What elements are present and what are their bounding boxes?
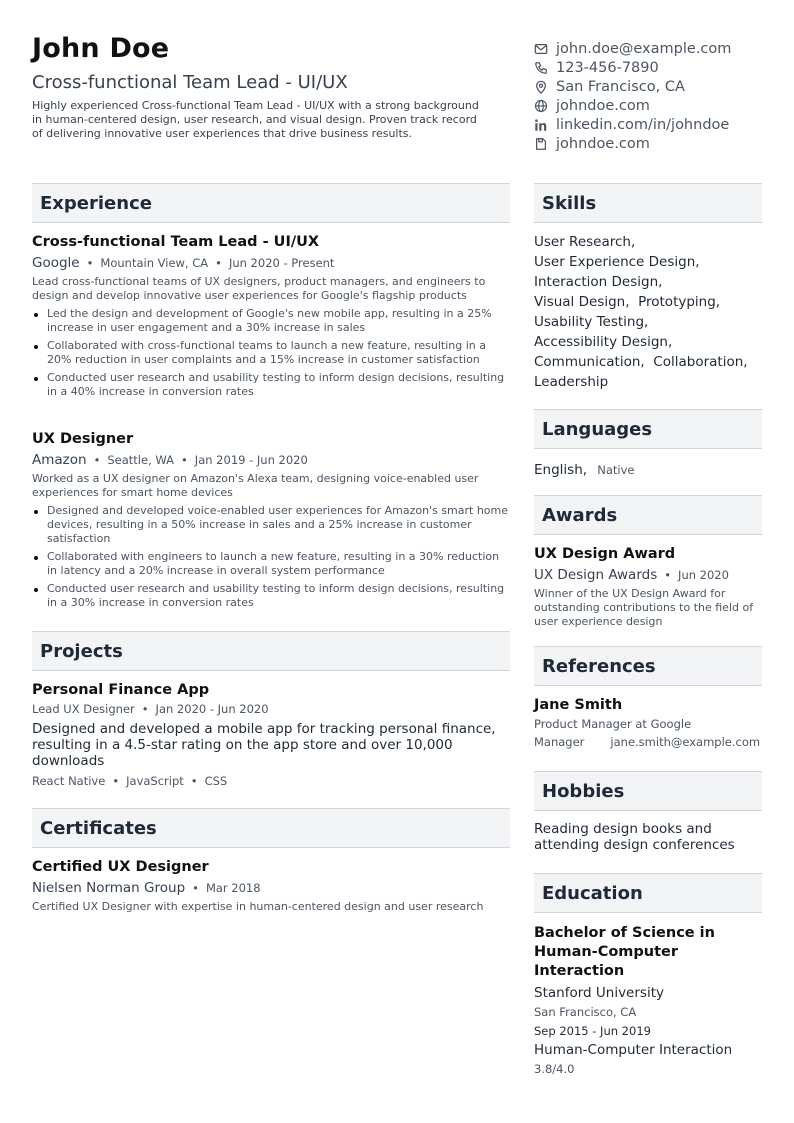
contact-phone[interactable] <box>534 58 764 77</box>
education-gpa: 3.8/4.0 <box>534 1062 575 1076</box>
job-bullet: Collaborated with engineers to launch a new feature, resulting in a 30% reduction in latency and a 20% increase in overall system performance <box>32 550 510 578</box>
job-bullet: Led the design and development of Google's new mobile app, resulting in a 25% increase in user engagement and a 30% increase in sales <box>32 307 510 335</box>
project-item <box>32 682 510 788</box>
skills-line <box>534 292 762 312</box>
certificate-item <box>32 859 510 914</box>
contact-phone-text: 123-456-7890 <box>556 59 659 76</box>
references-header: References <box>534 646 762 686</box>
skills-list <box>534 232 762 392</box>
contact-location <box>534 77 764 96</box>
languages-header: Languages <box>534 409 762 449</box>
skill-tag: Leadership <box>534 374 609 390</box>
resume-page <box>32 0 762 1123</box>
hobbies-text: Reading design books and attending design conferences <box>534 821 735 853</box>
contact-linkedin-text: linkedin.com/in/johndoe <box>556 116 730 133</box>
job-title: UX Designer <box>32 431 134 447</box>
project-dates: Jan 2020 - Jun 2020 <box>155 702 269 716</box>
project-meta: Lead UX Designer • Jan 2020 - Jun 2020 <box>32 702 269 716</box>
reference-position: Product Manager at Google <box>534 717 692 731</box>
job-dates: Jun 2020 - Present <box>228 256 335 270</box>
mail-icon <box>534 42 548 56</box>
project-name: Personal Finance App <box>32 682 210 698</box>
contact-portfolio[interactable] <box>534 134 764 153</box>
skill-tag: Visual Design, <box>534 294 630 310</box>
job-summary: Lead cross-functional teams of UX designers, product managers, and engineers to design and develop innovative user experiences for Google's flagship products <box>32 275 486 302</box>
skill-tag: User Research, <box>534 234 636 250</box>
education-dates: Sep 2015 - Jun 2019 <box>534 1024 651 1038</box>
language-level: Native <box>597 463 635 477</box>
job-company: Google <box>32 255 80 271</box>
certificate-description: Certified UX Designer with expertise in human-centered design and user research <box>32 900 484 913</box>
candidate-name: John Doe <box>32 33 170 64</box>
experience-item <box>32 431 510 614</box>
contact-email[interactable] <box>534 39 764 58</box>
job-company: Amazon <box>32 452 87 468</box>
certificate-meta: Nielsen Norman Group • Mar 2018 <box>32 880 261 896</box>
job-meta: Google • Mountain View, CA • Jun 2020 - Present <box>32 255 335 271</box>
tech-tag: JavaScript <box>126 774 184 788</box>
job-summary: Worked as a UX designer on Amazon's Alexa team, designing voice-enabled user experiences for smart home devices <box>32 472 479 499</box>
experience-item <box>32 234 510 403</box>
job-bullet: Designed and developed voice-enabled user experiences for Amazon's smart home devices, resulting in a 50% increase in sales and a 25% increase in customer satisfaction <box>32 504 510 546</box>
phone-icon <box>534 61 548 75</box>
skill-tag: Prototyping, <box>638 294 721 310</box>
job-meta: Amazon • Seattle, WA • Jan 2019 - Jun 2020 <box>32 452 308 468</box>
contact-location-text: San Francisco, CA <box>556 78 685 95</box>
education-school: Stanford University <box>534 985 664 1001</box>
certificate-issuer: Nielsen Norman Group <box>32 880 186 896</box>
job-title: Cross-functional Team Lead - UI/UX <box>32 234 320 250</box>
tech-tag: React Native <box>32 774 106 788</box>
skill-tag: Accessibility Design, <box>534 334 673 350</box>
award-issuer: UX Design Awards <box>534 567 658 583</box>
tech-tag: CSS <box>204 774 228 788</box>
education-degree: Bachelor of Science in Human-Computer Interaction <box>534 925 715 979</box>
skills-line <box>534 232 762 252</box>
skill-tag: Collaboration, <box>653 354 748 370</box>
job-bullet: Conducted user research and usability testing to inform design decisions, resulting in a 30% increase in conversion rates <box>32 582 510 610</box>
reference-name: Jane Smith <box>534 697 623 713</box>
job-location: Mountain View, CA <box>100 256 209 270</box>
language-name: English, <box>534 462 588 478</box>
education-header: Education <box>534 873 762 913</box>
linkedin-icon <box>534 118 548 132</box>
globe-icon <box>534 99 548 113</box>
contact-list <box>534 39 764 153</box>
skills-line <box>534 272 762 292</box>
education-field: Human-Computer Interaction <box>534 1042 733 1058</box>
awards-header: Awards <box>534 495 762 535</box>
skills-line <box>534 252 762 272</box>
job-bullets <box>32 307 510 399</box>
skills-line <box>534 312 762 332</box>
candidate-summary: Highly experienced Cross-functional Team Lead - UI/UX with a strong background in human-centered design, user research, and visual design. Proven track record of delivering innovative user experiences that drive business results. <box>32 99 479 140</box>
reference-email[interactable]: jane.smith@example.com <box>610 735 761 749</box>
skills-line <box>534 332 762 352</box>
experience-header: Experience <box>32 183 510 223</box>
skill-tag: Usability Testing, <box>534 314 649 330</box>
education-location: San Francisco, CA <box>534 1005 637 1019</box>
certificate-date: Mar 2018 <box>205 881 261 895</box>
job-bullet: Collaborated with cross-functional teams to launch a new feature, resulting in a 20% reduction in user complaints and a 15% increase in customer satisfaction <box>32 339 510 367</box>
project-role: Lead UX Designer <box>32 702 135 716</box>
project-description: Designed and developed a mobile app for tracking personal finance, resulting in a 4.5-star rating on the app store and over 10,000 downloads <box>32 721 496 769</box>
education-item <box>534 924 762 1076</box>
award-date: Jun 2020 <box>678 568 729 582</box>
job-location: Seattle, WA <box>107 453 174 467</box>
skills-line <box>534 352 762 372</box>
award-title: UX Design Award <box>534 546 676 562</box>
reference-contact <box>534 735 762 749</box>
award-meta: UX Design Awards • Jun 2020 <box>534 567 729 583</box>
contact-portfolio-text: johndoe.com <box>556 135 650 152</box>
award-description: Winner of the UX Design Award for outstanding contributions to the field of user experience design <box>534 587 754 628</box>
map-pin-icon <box>534 80 548 94</box>
job-bullet: Conducted user research and usability testing to inform design decisions, resulting in a 40% increase in conversion rates <box>32 371 510 399</box>
reference-relation: Manager <box>534 735 585 749</box>
job-dates: Jan 2019 - Jun 2020 <box>194 453 308 467</box>
portfolio-icon <box>534 137 548 151</box>
contact-email-text: john.doe@example.com <box>556 40 732 57</box>
candidate-headline: Cross-functional Team Lead - UI/UX <box>32 72 348 93</box>
project-tech: React Native • JavaScript • CSS <box>32 774 228 788</box>
contact-linkedin[interactable] <box>534 115 764 134</box>
contact-website-text: johndoe.com <box>556 97 650 114</box>
skills-header: Skills <box>534 183 762 223</box>
language-item <box>534 459 762 478</box>
job-bullets <box>32 504 510 610</box>
award-item <box>534 546 762 629</box>
certificate-name: Certified UX Designer <box>32 859 209 875</box>
skill-tag: User Experience Design, <box>534 254 700 270</box>
contact-website[interactable] <box>534 96 764 115</box>
hobbies-header: Hobbies <box>534 771 762 811</box>
skills-line <box>534 372 762 392</box>
certificates-header: Certificates <box>32 808 510 848</box>
projects-header: Projects <box>32 631 510 671</box>
skill-tag: Communication, <box>534 354 645 370</box>
skill-tag: Interaction Design, <box>534 274 663 290</box>
reference-item <box>534 697 762 749</box>
